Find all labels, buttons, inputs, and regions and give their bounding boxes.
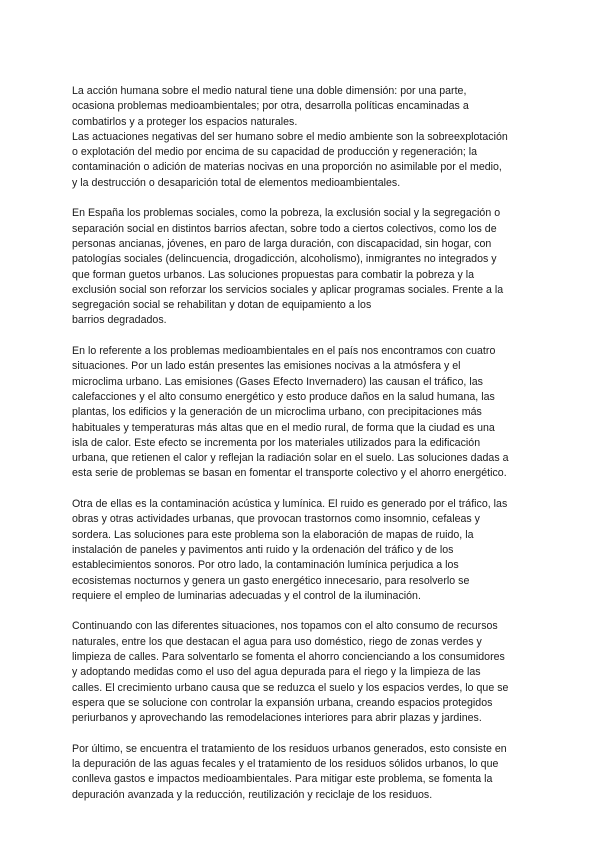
text-line: obras y otras actividades urbanas, que provocan trastornos como insomnio, cefaleas y (72, 513, 480, 526)
text-line: establecimientos sonoros. Por otro lado, la contaminación lumínica perjudica a los (72, 559, 459, 572)
text-line: espera que se solucione con controlar la expansión urbana, creando espacios protegidos (72, 696, 493, 709)
text-line: combatirlos y a proteger los espacios naturales. (72, 115, 298, 128)
text-line: separación social en distintos barrios afectan, sobre todo a ciertos colectivos, como los de (72, 222, 497, 235)
text-line: personas ancianas, jóvenes, en paro de larga duración, con discapacidad, sin hogar, con (72, 237, 492, 250)
text-line: habituales y temperaturas más altas que en el medio rural, de forma que la ciudad es una (72, 421, 495, 434)
paragraph-waste (72, 742, 560, 803)
text-line: segregación social se rehabilitan y dotan de equipamiento a los (72, 299, 372, 312)
text-line: Por último, se encuentra el tratamiento de los residuos urbanos generados, esto consiste en (72, 742, 507, 755)
text-line: depuración avanzada y la reducción, reutilización y reciclaje de los residuos. (72, 788, 433, 801)
text-line: o explotación del medio por encima de su capacidad de producción y regeneración; la (72, 146, 478, 159)
paragraph-noise-light (72, 497, 560, 604)
text-line: Las actuaciones negativas del ser humano sobre el medio ambiente son la sobreexplotación (72, 130, 508, 143)
text-line: En España los problemas sociales, como la pobreza, la exclusión social y la segregación o (72, 207, 501, 220)
text-line: y la destrucción o desaparición total de elementos medioambientales. (72, 176, 401, 189)
text-line: esta serie de problemas se basan en fomentar el transporte colectivo y el ahorro energético. (72, 467, 507, 480)
text-line: que forman guetos urbanos. Las soluciones propuestas para combatir la pobreza y la (72, 268, 475, 281)
text-line: y adoptando medidas como el uso del agua depurada para el riego y la limpieza de las (72, 666, 481, 679)
text-line: Continuando con las diferentes situaciones, nos topamos con el alto consumo de recursos (72, 620, 498, 633)
text-line: situaciones. Por un lado están presentes las emisiones nocivas a la atmósfera y el (72, 360, 461, 373)
text-line: limpieza de calles. Para solventarlo se fomenta el ahorro concienciando a los consumidores (72, 650, 505, 663)
text-line: urbana, que retienen el calor y reflejan la radiación solar en el suelo. Las soluciones dadas a (72, 452, 509, 465)
paragraph-emissions (72, 344, 560, 482)
text-line: ocasiona problemas medioambientales; por otra, desarrolla políticas encaminadas a (72, 100, 469, 113)
text-line: isla de calor. Este efecto se incrementa por los materiales utilizados para la edificación (72, 436, 481, 449)
text-line: patologías sociales (delincuencia, drogadicción, alcoholismo), inmigrantes no integrados y (72, 253, 497, 266)
text-line: En lo referente a los problemas medioambientales en el país nos encontramos con cuatro (72, 345, 496, 358)
text-line: naturales, entre los que destacan el agua para uso doméstico, riego de zonas verdes y (72, 635, 482, 648)
text-line: exclusión social son reforzar los servicios sociales y aplicar programas sociales. Frente a la (72, 283, 504, 296)
paragraph-social-problems (72, 206, 560, 328)
paragraph-resources (72, 619, 560, 726)
text-line: calles. El crecimiento urbano causa que se reduzca el suelo y los espacios verdes, lo que se (72, 681, 509, 694)
text-line: la depuración de las aguas fecales y el tratamiento de los residuos sólidos urbanos, lo que (72, 758, 499, 771)
text-line: contaminación o adición de materias nocivas en una proporción no asimilable por el medio, (72, 161, 502, 174)
text-line: sordera. Las soluciones para este problema son la elaboración de mapas de ruido, la (72, 528, 474, 541)
text-line: Otra de ellas es la contaminación acústica y lumínica. El ruido es generado por el tráfico, las (72, 498, 508, 511)
text-line: periurbanos y aprovechando las remodelaciones interiores para abrir plazas y jardines. (72, 712, 482, 725)
text-line: calefacciones y el alto consumo energético y esto produce daños en la salud humana, las (72, 390, 495, 403)
text-line: plantas, los edificios y la generación de un microclima urbano, con precipitaciones más (72, 406, 482, 419)
paragraph-intro (72, 84, 560, 191)
text-line: barrios degradados. (72, 314, 167, 327)
text-line: requiere el empleo de luminarias adecuadas y el control de la iluminación. (72, 589, 421, 602)
text-line: microclima urbano. Las emisiones (Gases Efecto Invernadero) las causan el tráfico, las (72, 375, 483, 388)
text-line: conlleva gastos e impactos medioambientales. Para mitigar este problema, se fomenta la (72, 773, 493, 786)
text-line: instalación de paneles y pavimentos anti ruido y la ordenación del tráfico y de los (72, 543, 454, 556)
text-line: La acción humana sobre el medio natural tiene una doble dimensión: por una parte, (72, 85, 467, 97)
text-line: ecosistemas nocturnos y genera un gasto energético innecesario, para resolverlo se (72, 574, 470, 587)
